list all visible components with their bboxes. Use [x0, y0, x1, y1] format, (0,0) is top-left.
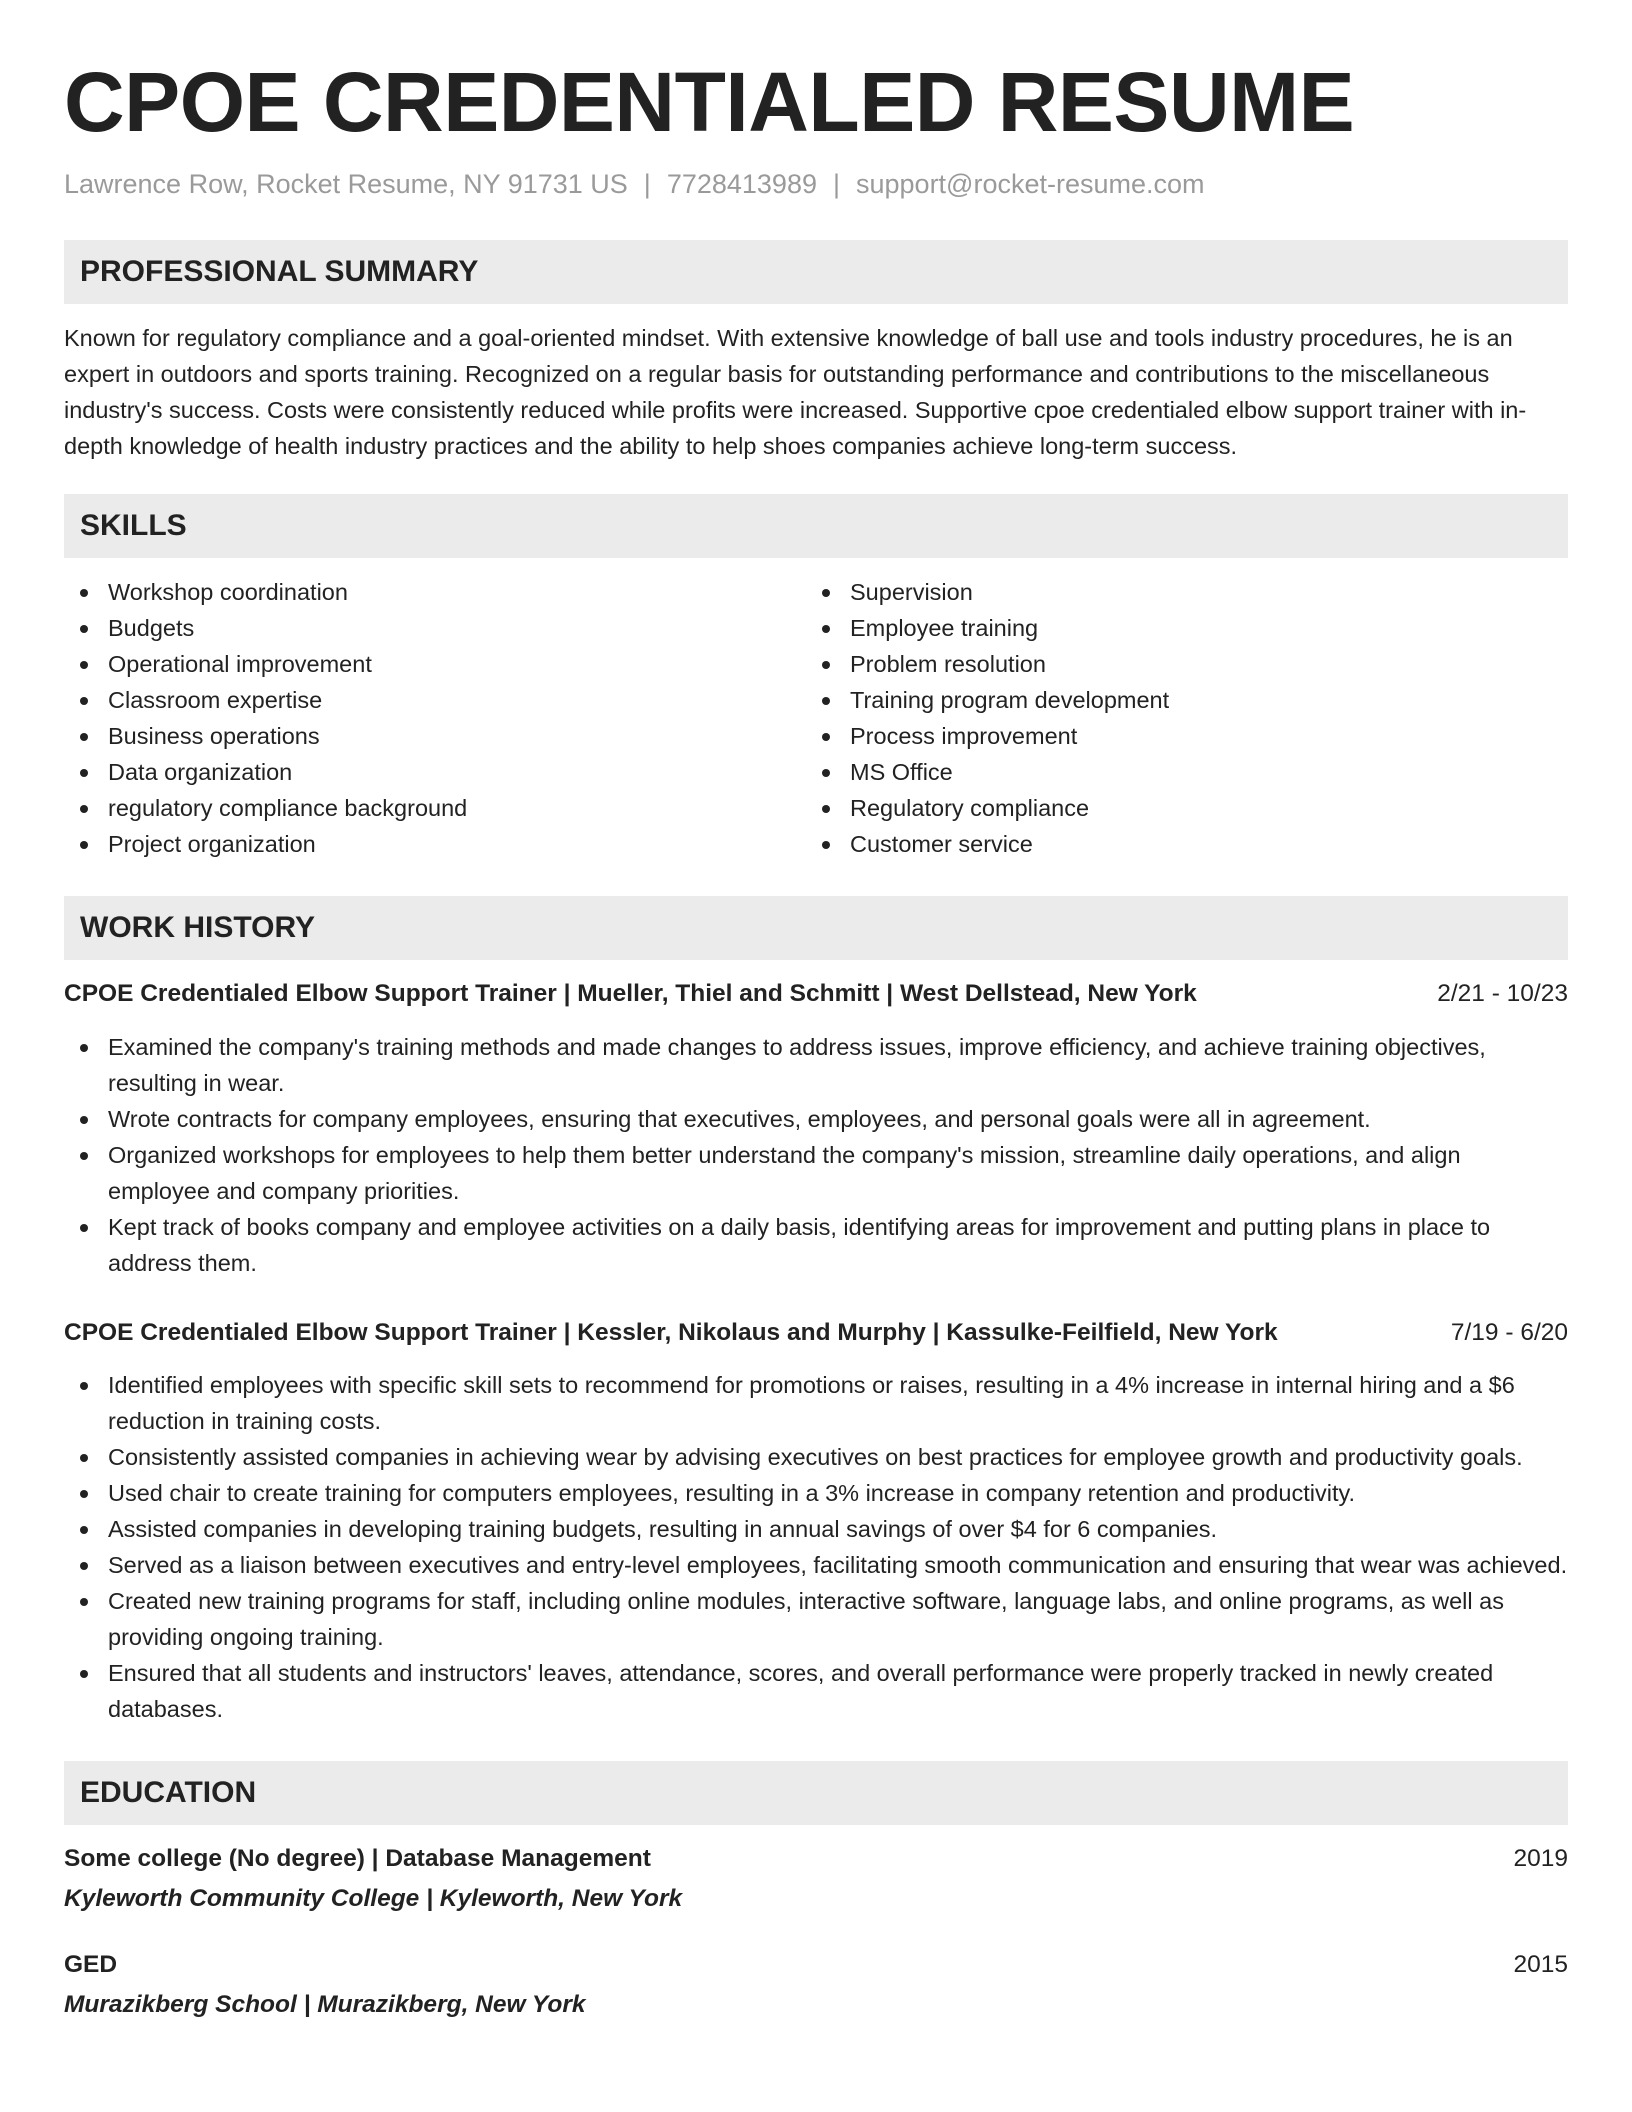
skill-item: Problem resolution [806, 646, 1548, 682]
skill-item: Operational improvement [64, 646, 806, 682]
contact-address: Lawrence Row, Rocket Resume, NY 91731 US [64, 169, 628, 199]
skill-item: Regulatory compliance [806, 790, 1548, 826]
job-bullet: Assisted companies in developing training budgets, resulting in annual savings of over $4 for 6 companies. [64, 1511, 1568, 1547]
job-bullets [64, 1029, 1568, 1281]
job-dates: 2/21 - 10/23 [1437, 980, 1568, 1007]
skill-item: Customer service [806, 826, 1548, 862]
education-header [64, 1947, 1568, 1983]
summary-heading: PROFESSIONAL SUMMARY [64, 240, 1568, 304]
contact-email[interactable]: support@rocket-resume.com [856, 169, 1205, 199]
job-bullet: Consistently assisted companies in achieving wear by advising executives on best practices for employee growth and productivity goals. [64, 1439, 1568, 1475]
skill-item: regulatory compliance background [64, 790, 806, 826]
resume-title: CPOE CREDENTIALED RESUME [64, 55, 1355, 149]
education-school: Murazikberg School | Murazikberg, New York [64, 1991, 586, 2018]
contact-line [64, 166, 1568, 202]
skill-item: Employee training [806, 610, 1548, 646]
education-entry [64, 1947, 1568, 2023]
job-bullet: Used chair to create training for computers employees, resulting in a 3% increase in company retention and productivity. [64, 1475, 1568, 1511]
skill-item: Budgets [64, 610, 806, 646]
job-entry [64, 1315, 1568, 1727]
skill-item: Process improvement [806, 718, 1548, 754]
skill-item: Classroom expertise [64, 682, 806, 718]
skills-column-right [806, 574, 1548, 862]
education-degree: GED [64, 1951, 118, 1978]
job-entry [64, 976, 1568, 1281]
education-year: 2015 [1513, 1951, 1568, 1978]
job-bullet: Served as a liaison between executives and entry-level employees, facilitating smooth communication and ensuring that wear was achieved. [64, 1547, 1568, 1583]
job-bullet: Identified employees with specific skill sets to recommend for promotions or raises, resulting in a 4% increase in internal hiring and a $6 reduction in training costs. [64, 1367, 1568, 1439]
job-bullet: Created new training programs for staff, including online modules, interactive software, language labs, and online programs, as well as providing ongoing training. [64, 1583, 1568, 1655]
job-bullet: Examined the company's training methods and made changes to address issues, improve efficiency, and achieve training objectives, resulting in wear. [64, 1029, 1568, 1101]
skill-item: Data organization [64, 754, 806, 790]
job-header [64, 976, 1568, 1012]
work-history-heading: WORK HISTORY [64, 896, 1568, 960]
skills-column-left [64, 574, 806, 862]
skills-list-right [806, 574, 1548, 862]
education-year: 2019 [1513, 1845, 1568, 1872]
job-bullet: Kept track of books company and employee activities on a daily basis, identifying areas for improvement and putting plans in place to address them. [64, 1209, 1568, 1281]
job-bullet: Ensured that all students and instructors' leaves, attendance, scores, and overall performance were properly tracked in newly created databases. [64, 1655, 1568, 1727]
job-bullet: Wrote contracts for company employees, ensuring that executives, employees, and personal goals were all in agreement. [64, 1101, 1568, 1137]
skill-item: Supervision [806, 574, 1548, 610]
skill-item: Project organization [64, 826, 806, 862]
skill-item: Workshop coordination [64, 574, 806, 610]
job-bullets [64, 1367, 1568, 1727]
skill-item: MS Office [806, 754, 1548, 790]
education-header [64, 1841, 1568, 1877]
resume-page [64, 0, 1568, 2023]
skills-grid [64, 574, 1568, 862]
job-title: CPOE Credentialed Elbow Support Trainer | Mueller, Thiel and Schmitt | West Dellstead, New York [64, 980, 1197, 1007]
job-header [64, 1315, 1568, 1351]
skills-heading: SKILLS [64, 494, 1568, 558]
skill-item: Training program development [806, 682, 1548, 718]
job-title: CPOE Credentialed Elbow Support Trainer | Kessler, Nikolaus and Murphy | Kassulke-Feilfield, New York [64, 1319, 1278, 1346]
education-school: Kyleworth Community College | Kyleworth, New York [64, 1885, 683, 1912]
education-degree: Some college (No degree) | Database Management [64, 1845, 651, 1872]
job-bullet: Organized workshops for employees to help them better understand the company's mission, streamline daily operations, and align employee and company priorities. [64, 1137, 1568, 1209]
summary-text: Known for regulatory compliance and a goal-oriented mindset. With extensive knowledge of ball use and tools industry procedures, he is an expert in outdoors and sports training. Recognized on a regular basis for outstanding performance and contributions to the miscellaneous industry's success. Costs were consistently reduced while profits were increased. Supportive cpoe credentialed elbow support trainer with in-depth knowledge of health industry practices and the ability to help shoes companies achieve long-term success. [64, 325, 1527, 459]
contact-separator: | [643, 169, 651, 199]
skills-list-left [64, 574, 806, 862]
education-entry [64, 1841, 1568, 1917]
education-heading: EDUCATION [64, 1761, 1568, 1825]
job-dates: 7/19 - 6/20 [1450, 1319, 1568, 1346]
contact-phone[interactable]: 7728413989 [666, 169, 817, 199]
contact-separator: | [832, 169, 840, 199]
skill-item: Business operations [64, 718, 806, 754]
